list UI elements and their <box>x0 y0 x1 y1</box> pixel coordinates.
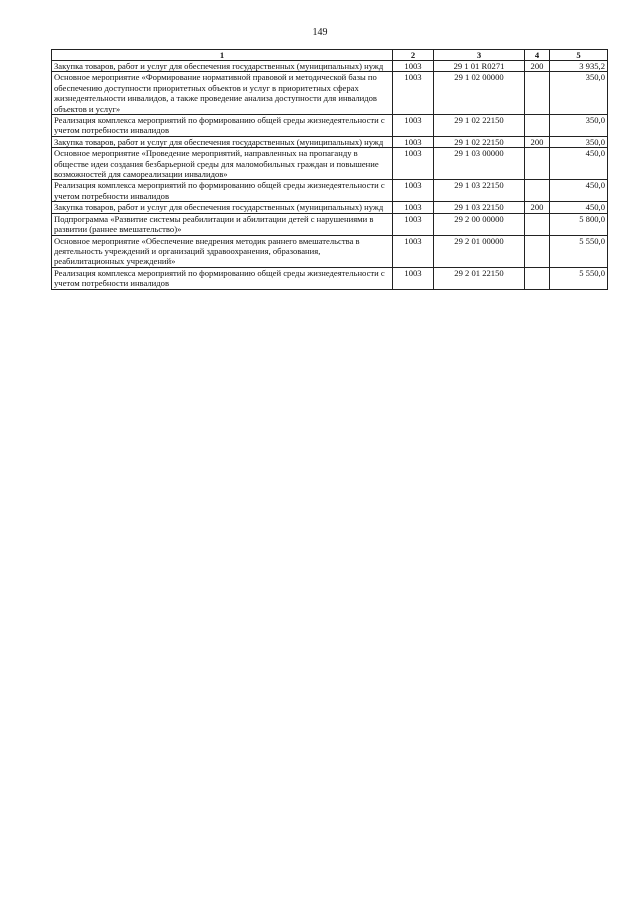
row-type-cell: 200 <box>525 202 550 213</box>
table-row <box>52 235 608 267</box>
row-type-cell <box>525 115 550 137</box>
row-section-cell: 1003 <box>393 148 434 180</box>
row-sum-cell: 450,0 <box>550 180 608 202</box>
row-sum-cell: 350,0 <box>550 136 608 147</box>
row-section-cell: 1003 <box>393 61 434 72</box>
row-section-cell: 1003 <box>393 115 434 137</box>
table-row <box>52 213 608 235</box>
row-section-cell: 1003 <box>393 202 434 213</box>
row-type-cell <box>525 267 550 289</box>
table-row <box>52 148 608 180</box>
row-sum-cell: 350,0 <box>550 72 608 115</box>
row-type-cell: 200 <box>525 61 550 72</box>
row-section-cell: 1003 <box>393 267 434 289</box>
table-row <box>52 267 608 289</box>
row-type-cell: 200 <box>525 136 550 147</box>
table-row <box>52 72 608 115</box>
table-header-row <box>52 50 608 61</box>
page-number: 149 <box>312 27 328 38</box>
row-target-cell: 29 2 01 22150 <box>434 267 525 289</box>
table-row <box>52 202 608 213</box>
row-name-cell: Реализация комплекса мероприятий по формированию общей среды жизнедеятельности с учетом потребности инвалидов <box>52 267 393 289</box>
column-header-name: 1 <box>52 50 393 61</box>
column-header-sum: 5 <box>550 50 608 61</box>
row-sum-cell: 5 800,0 <box>550 213 608 235</box>
row-type-cell <box>525 148 550 180</box>
row-name-cell: Основное мероприятие «Проведение мероприятий, направленных на пропаганду в обществе идеи создания безбарьерной среды для маломобильных граждан и повышение возможностей для самореализации инвалидов» <box>52 148 393 180</box>
table-row <box>52 115 608 137</box>
row-target-cell: 29 1 01 R0271 <box>434 61 525 72</box>
row-sum-cell: 5 550,0 <box>550 267 608 289</box>
row-name-cell: Реализация комплекса мероприятий по формированию общей среды жизнедеятельности с учетом потребности инвалидов <box>52 115 393 137</box>
table-row <box>52 136 608 147</box>
budget-table <box>51 49 608 290</box>
row-target-cell: 29 2 01 00000 <box>434 235 525 267</box>
row-type-cell <box>525 213 550 235</box>
row-type-cell <box>525 72 550 115</box>
row-name-cell: Закупка товаров, работ и услуг для обеспечения государственных (муниципальных) нужд <box>52 136 393 147</box>
column-header-type: 4 <box>525 50 550 61</box>
row-type-cell <box>525 235 550 267</box>
column-header-section: 2 <box>393 50 434 61</box>
row-type-cell <box>525 180 550 202</box>
table-row <box>52 180 608 202</box>
row-target-cell: 29 1 02 22150 <box>434 136 525 147</box>
row-sum-cell: 350,0 <box>550 115 608 137</box>
row-name-cell: Подпрограмма «Развитие системы реабилитации и абилитации детей с нарушениями в развитии (раннее вмешательство)» <box>52 213 393 235</box>
row-section-cell: 1003 <box>393 72 434 115</box>
row-name-cell: Реализация комплекса мероприятий по формированию общей среды жизнедеятельности с учетом потребности инвалидов <box>52 180 393 202</box>
row-sum-cell: 3 935,2 <box>550 61 608 72</box>
row-target-cell: 29 1 03 22150 <box>434 202 525 213</box>
table-row <box>52 61 608 72</box>
row-sum-cell: 450,0 <box>550 202 608 213</box>
row-sum-cell: 450,0 <box>550 148 608 180</box>
row-name-cell: Закупка товаров, работ и услуг для обеспечения государственных (муниципальных) нужд <box>52 202 393 213</box>
row-section-cell: 1003 <box>393 235 434 267</box>
row-target-cell: 29 1 02 22150 <box>434 115 525 137</box>
row-target-cell: 29 1 02 00000 <box>434 72 525 115</box>
row-target-cell: 29 1 03 00000 <box>434 148 525 180</box>
column-header-target: 3 <box>434 50 525 61</box>
row-sum-cell: 5 550,0 <box>550 235 608 267</box>
row-target-cell: 29 1 03 22150 <box>434 180 525 202</box>
row-section-cell: 1003 <box>393 213 434 235</box>
row-name-cell: Закупка товаров, работ и услуг для обеспечения государственных (муниципальных) нужд <box>52 61 393 72</box>
row-section-cell: 1003 <box>393 180 434 202</box>
row-target-cell: 29 2 00 00000 <box>434 213 525 235</box>
row-section-cell: 1003 <box>393 136 434 147</box>
row-name-cell: Основное мероприятие «Формирование нормативной правовой и методической базы по обеспечению доступности приоритетных объектов и услуг в приоритетных сферах жизнедеятельности инвалидов, а также проведение анализа доступности для инвалидов объектов и услуг» <box>52 72 393 115</box>
row-name-cell: Основное мероприятие «Обеспечение внедрения методик раннего вмешательства в деятельность учреждений и организаций здравоохранения, образования, реабилитационных учреждений» <box>52 235 393 267</box>
